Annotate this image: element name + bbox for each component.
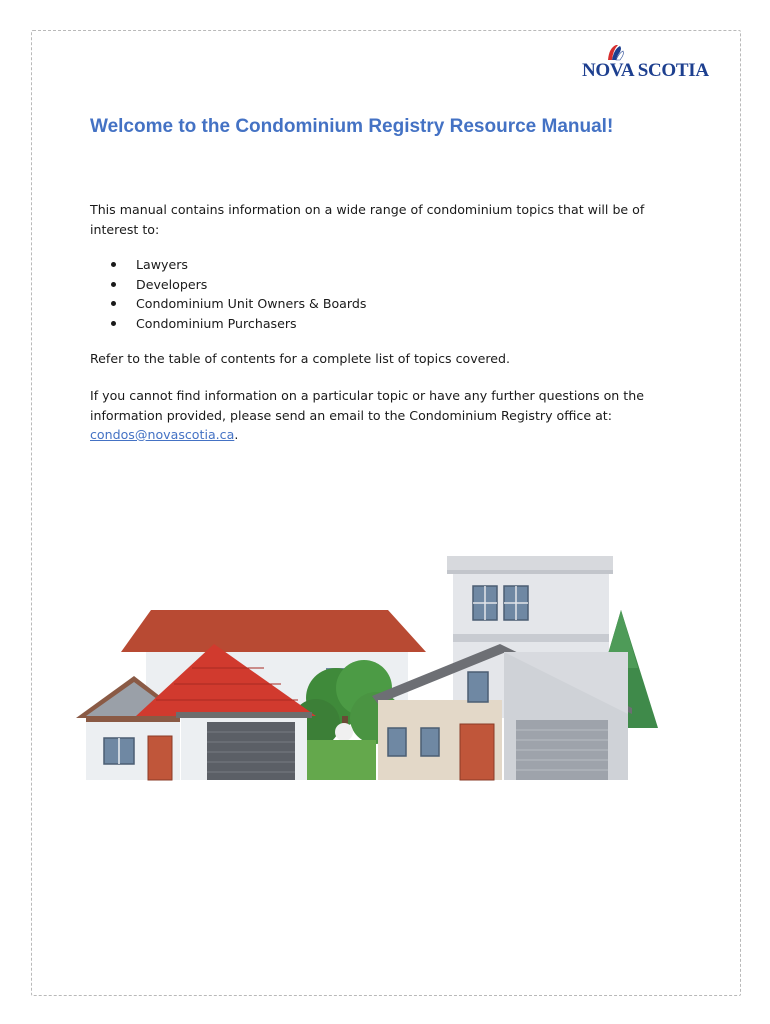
list-item-label: Lawyers bbox=[136, 257, 188, 272]
intro-paragraph: This manual contains information on a wide range of condominium topics that will be of interest to: bbox=[90, 202, 645, 237]
list-item bbox=[111, 314, 366, 334]
page-title: Welcome to the Condominium Registry Resource Manual! bbox=[90, 116, 614, 137]
contact-paragraph bbox=[90, 386, 670, 445]
nova-scotia-logo bbox=[582, 44, 722, 86]
page-border bbox=[31, 30, 741, 996]
list-item-label: Condominium Unit Owners & Boards bbox=[136, 296, 367, 311]
contact-text: If you cannot find information on a particular topic or have any further questions on the information provided, please send an email to the Condominium Registry office at: bbox=[90, 388, 644, 423]
list-item bbox=[111, 255, 366, 275]
audience-list bbox=[111, 255, 366, 333]
contact-end: . bbox=[234, 427, 239, 442]
logo-text: NOVA SCOTIA bbox=[582, 60, 709, 81]
bullet-icon bbox=[111, 282, 116, 287]
list-item bbox=[111, 294, 366, 314]
list-item-label: Developers bbox=[136, 276, 208, 292]
email-link[interactable]: condos@novascotia.ca bbox=[90, 427, 235, 442]
list-item bbox=[111, 275, 366, 295]
refer-paragraph: Refer to the table of contents for a complete list of topics covered. bbox=[90, 351, 511, 366]
bullet-icon bbox=[111, 301, 116, 306]
houses-illustration bbox=[76, 548, 671, 784]
bullet-icon bbox=[111, 262, 116, 267]
bullet-icon bbox=[111, 321, 116, 326]
list-item-label: Condominium Purchasers bbox=[136, 315, 297, 331]
